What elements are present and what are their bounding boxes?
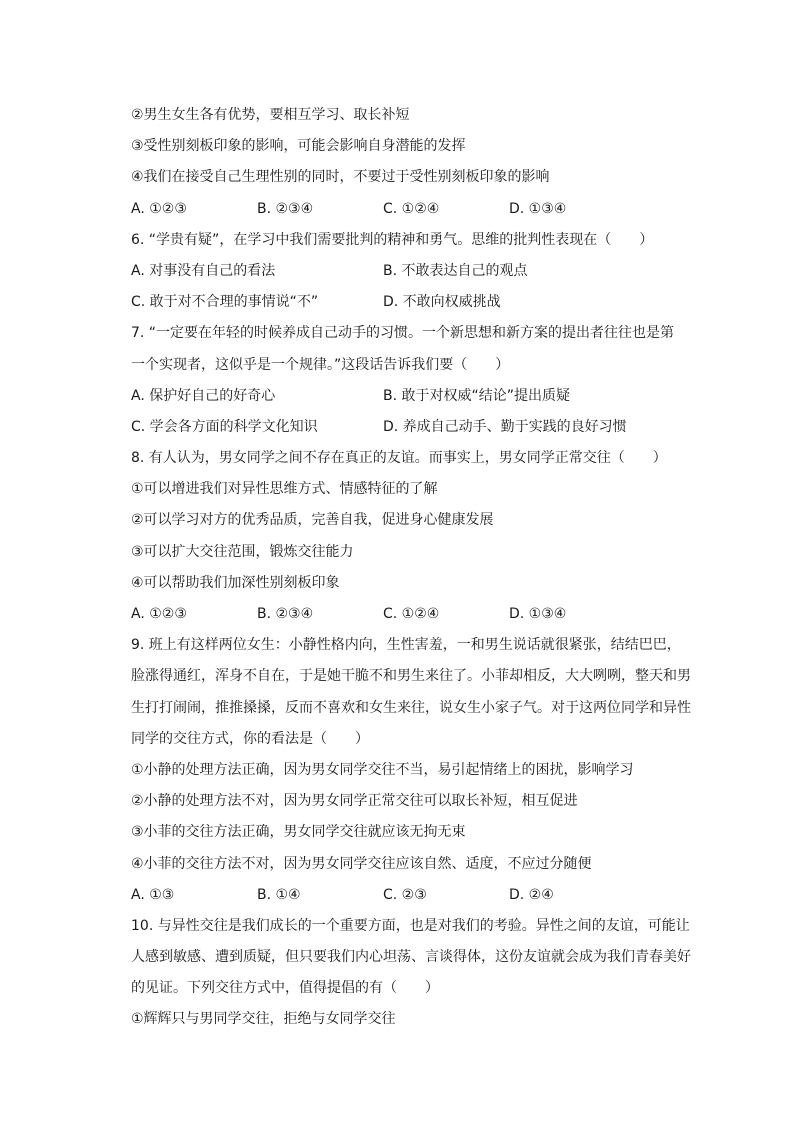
option-a: A. 对事没有自己的看法 [131, 262, 276, 279]
option-a: A. ①②③ [131, 200, 187, 217]
question-stem: 7. “一定要在年轻的时候养成自己动手的习惯。一个新思想和新方案的提出者往往也是第 [131, 325, 675, 342]
option-b: B. ①④ [257, 886, 301, 903]
option-d: D. ①③④ [509, 606, 567, 622]
answer-options [131, 381, 671, 412]
question-stem: 10. 与异性交往是我们成长的一个重要方面，也是对我们的考验。异性之间的友谊，可能让 [131, 917, 690, 934]
question-5 [131, 100, 671, 225]
statement: ③可以扩大交往范围，锻炼交往能力 [131, 543, 354, 560]
question-8 [131, 443, 671, 630]
question-stem: 生打打闹闹，推推搡搡，反而不喜欢和女生来往，说女生小家子气。对于这两位同学和异性 [131, 699, 691, 716]
question-content [131, 100, 691, 1036]
option-c: C. ②③ [383, 886, 427, 903]
statement: ①小静的处理方法正确，因为男女同学交往不当，易引起情绪上的困扰，影响学习 [131, 761, 634, 778]
question-stem: 6. “学贵有疑”，在学习中我们需要批判的精神和勇气。思维的批判性表现在（ ） [131, 231, 654, 248]
question-stem: 一个实现者，这似乎是一个规律。”这段话告诉我们要（ ） [131, 356, 510, 373]
option-a: A. ①②③ [131, 606, 187, 622]
answer-options [131, 599, 671, 630]
statement: ③小菲的交往方法正确，男女同学交往就应该无拘无束 [131, 824, 466, 841]
statement: ④小菲的交往方法不对，因为男女同学交往应该自然、适度，不应过分随便 [131, 855, 592, 872]
statement: ①辉辉只与男同学交往，拒绝与女同学交往 [131, 1011, 396, 1028]
question-stem: 同学的交往方式，你的看法是（ ） [131, 730, 369, 747]
answer-options [131, 287, 671, 318]
question-9 [131, 630, 691, 911]
option-c: C. ①②④ [383, 200, 440, 217]
statement: ②可以学习对方的优秀品质，完善自我，促进身心健康发展 [131, 512, 494, 529]
answer-options [131, 412, 671, 443]
statement: ③受性别刻板印象的影响，可能会影响自身潜能的发挥 [131, 138, 466, 155]
option-c: C. 敢于对不合理的事情说“不” [131, 294, 319, 311]
option-c: C. ①②④ [383, 606, 440, 622]
question-stem: 9. 班上有这样两位女生：小静性格内向，生性害羞，一和男生说话就很紧张，结结巴巴， [131, 637, 681, 654]
option-b: B. ②③④ [257, 200, 314, 217]
option-d: D. 养成自己动手、勤于实践的良好习惯 [383, 418, 627, 435]
question-6 [131, 225, 671, 319]
option-b: B. ②③④ [257, 606, 314, 622]
answer-options [131, 256, 671, 287]
option-d: D. 不敢向权威挑战 [383, 294, 501, 311]
option-c: C. 学会各方面的科学文化知识 [131, 418, 318, 435]
question-10 [131, 911, 691, 1036]
answer-options [131, 194, 671, 225]
question-stem: 的见证。下列交往方式中，值得提倡的有（ ） [131, 980, 439, 997]
option-a: A. 保护好自己的好奇心 [131, 387, 276, 404]
answer-options [131, 880, 671, 911]
question-stem: 8. 有人认为，男女同学之间不存在真正的友谊。而事实上，男女同学正常交往（ ） [131, 450, 667, 467]
option-d: D. ②④ [509, 886, 554, 903]
option-d: D. ①③④ [509, 200, 567, 217]
question-7 [131, 318, 675, 443]
statement: ②男生女生各有优势，要相互学习、取长补短 [131, 107, 410, 123]
statement: ②小静的处理方法不对，因为男女同学正常交往可以取长补短，相互促进 [131, 793, 578, 810]
statement: ④我们在接受自己生理性别的同时，不要过于受性别刻板印象的影响 [131, 169, 550, 186]
statement: ①可以增进我们对异性思维方式、情感特征的了解 [131, 481, 438, 498]
option-b: B. 不敢表达自己的观点 [383, 262, 528, 279]
option-a: A. ①③ [131, 886, 175, 903]
question-stem: 脸涨得通红，浑身不自在，于是她干脆不和男生来往了。小菲却相反，大大咧咧，整天和男 [131, 668, 691, 685]
option-b: B. 敢于对权威“结论”提出质疑 [383, 387, 571, 404]
statement: ④可以帮助我们加深性别刻板印象 [131, 574, 340, 591]
question-stem: 人感到敏感、遭到质疑，但只要我们内心坦荡、言谈得体，这份友谊就会成为我们青春美好 [131, 949, 691, 966]
